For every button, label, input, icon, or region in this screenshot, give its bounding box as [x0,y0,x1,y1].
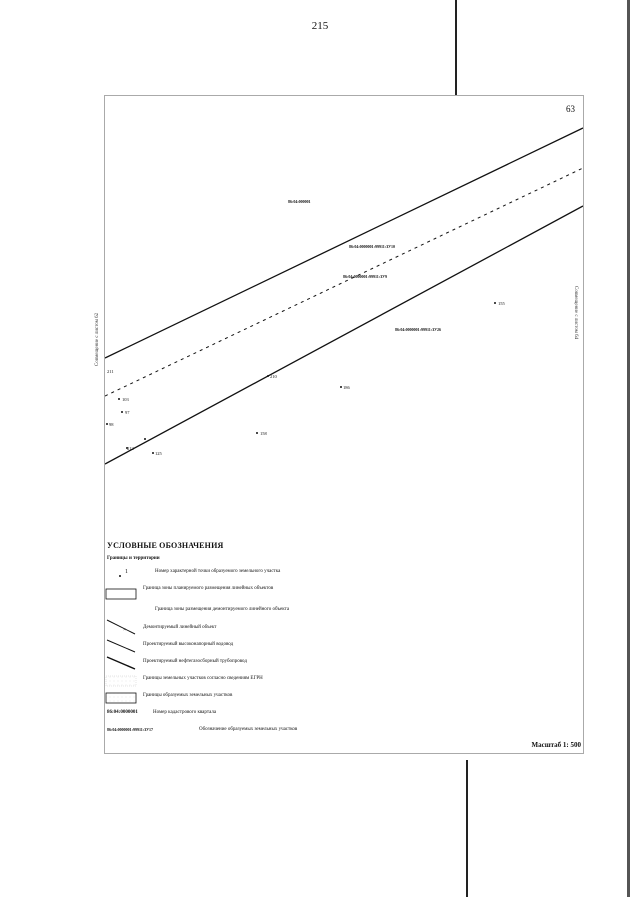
legend-item [107,689,357,706]
point-label: 211 [107,369,114,374]
quarter-label: 86:04:000001 [288,199,311,204]
parcel-label-zu10: 86:04:0000001:99911:ЗУ10 [349,244,396,249]
legend [107,541,357,740]
legend-title: УСЛОВНЫЕ ОБОЗНАЧЕНИЯ [107,541,224,550]
point-label: 125 [155,451,162,456]
dismantled-line-dashed [105,168,583,396]
legend-item [107,655,357,672]
scan-edge-line [627,0,630,897]
point-210 [267,375,269,377]
point-label: 103 [122,397,129,402]
legend-item [107,706,357,723]
point-label: 186 [343,385,350,390]
legend-item-label: Проектируемый высоконапорный водовод [143,642,234,647]
legend-item-label: Границы земельных участков согласно сведениям ЕГРН [143,676,263,681]
point-label: 212 [127,446,134,451]
legend-kad-sample: 86:04:0000001 [107,710,138,715]
legend-item [107,582,357,599]
legend-item-label: Границы образуемых земельных участков [143,693,233,698]
parcel-label-zu26: 86:04:0000001:99911:ЗУ26 [395,327,442,332]
legend-item-label: Номер кадастрового квартала [153,710,217,715]
point-label: 158 [260,431,267,436]
point-103 [118,398,120,400]
legend-item-label: Номер характерной точки образуемого земельного участка [155,569,281,574]
point-158 [256,432,258,434]
legend-parcel-sample: 86:04:0000001:99911:ЗУ17 [107,727,154,732]
map-sheet [95,95,584,754]
parcel-label-zu9: 86:04:0000001:99911:ЗУ9 [343,274,388,279]
legend-item [107,599,357,621]
legend-item-label: Проектируемый нефтегазосборный трубопровод [143,659,247,664]
point-98 [106,423,108,425]
point-186 [340,386,342,388]
point-211 [144,438,146,440]
point-125 [152,452,154,454]
legend-item-label: Демонтируемый линейный объект [143,625,217,630]
legend-item [107,672,357,689]
point-155 [494,302,496,304]
point-label: 98 [109,422,114,427]
page-number: 215 [311,20,329,32]
point-label: 210 [270,374,277,379]
scan-artifact-line [466,760,468,897]
legend-point-sample: 1 [125,569,128,575]
legend-item [107,565,357,582]
legend-item-label: Граница зоны планируемого размещения линейных объектов [143,586,274,591]
point-97 [121,411,123,413]
legend-subtitle: Границы и территории [107,556,160,561]
point-label: 155 [498,301,505,306]
side-label-left: Совмещение с листом 62 [95,312,100,366]
legend-item [107,638,357,655]
legend-item [107,621,357,638]
svg-text:×: × [123,628,126,633]
zone-boundary-upper [105,128,583,358]
legend-item-label: Граница зоны размещения демонтируемого линейного объекта [155,607,290,612]
sheet-number: 63 [566,104,575,114]
zone-boundary-lower [105,206,583,464]
scale-label: Масштаб 1: 500 [531,741,581,749]
point-label: 97 [125,410,130,415]
legend-item [107,723,357,740]
scan-artifact-line [455,0,457,95]
side-label-right: Совмещение с листом 64 [572,286,578,340]
legend-item-label: Обозначение образуемых земельных участков [199,727,298,732]
